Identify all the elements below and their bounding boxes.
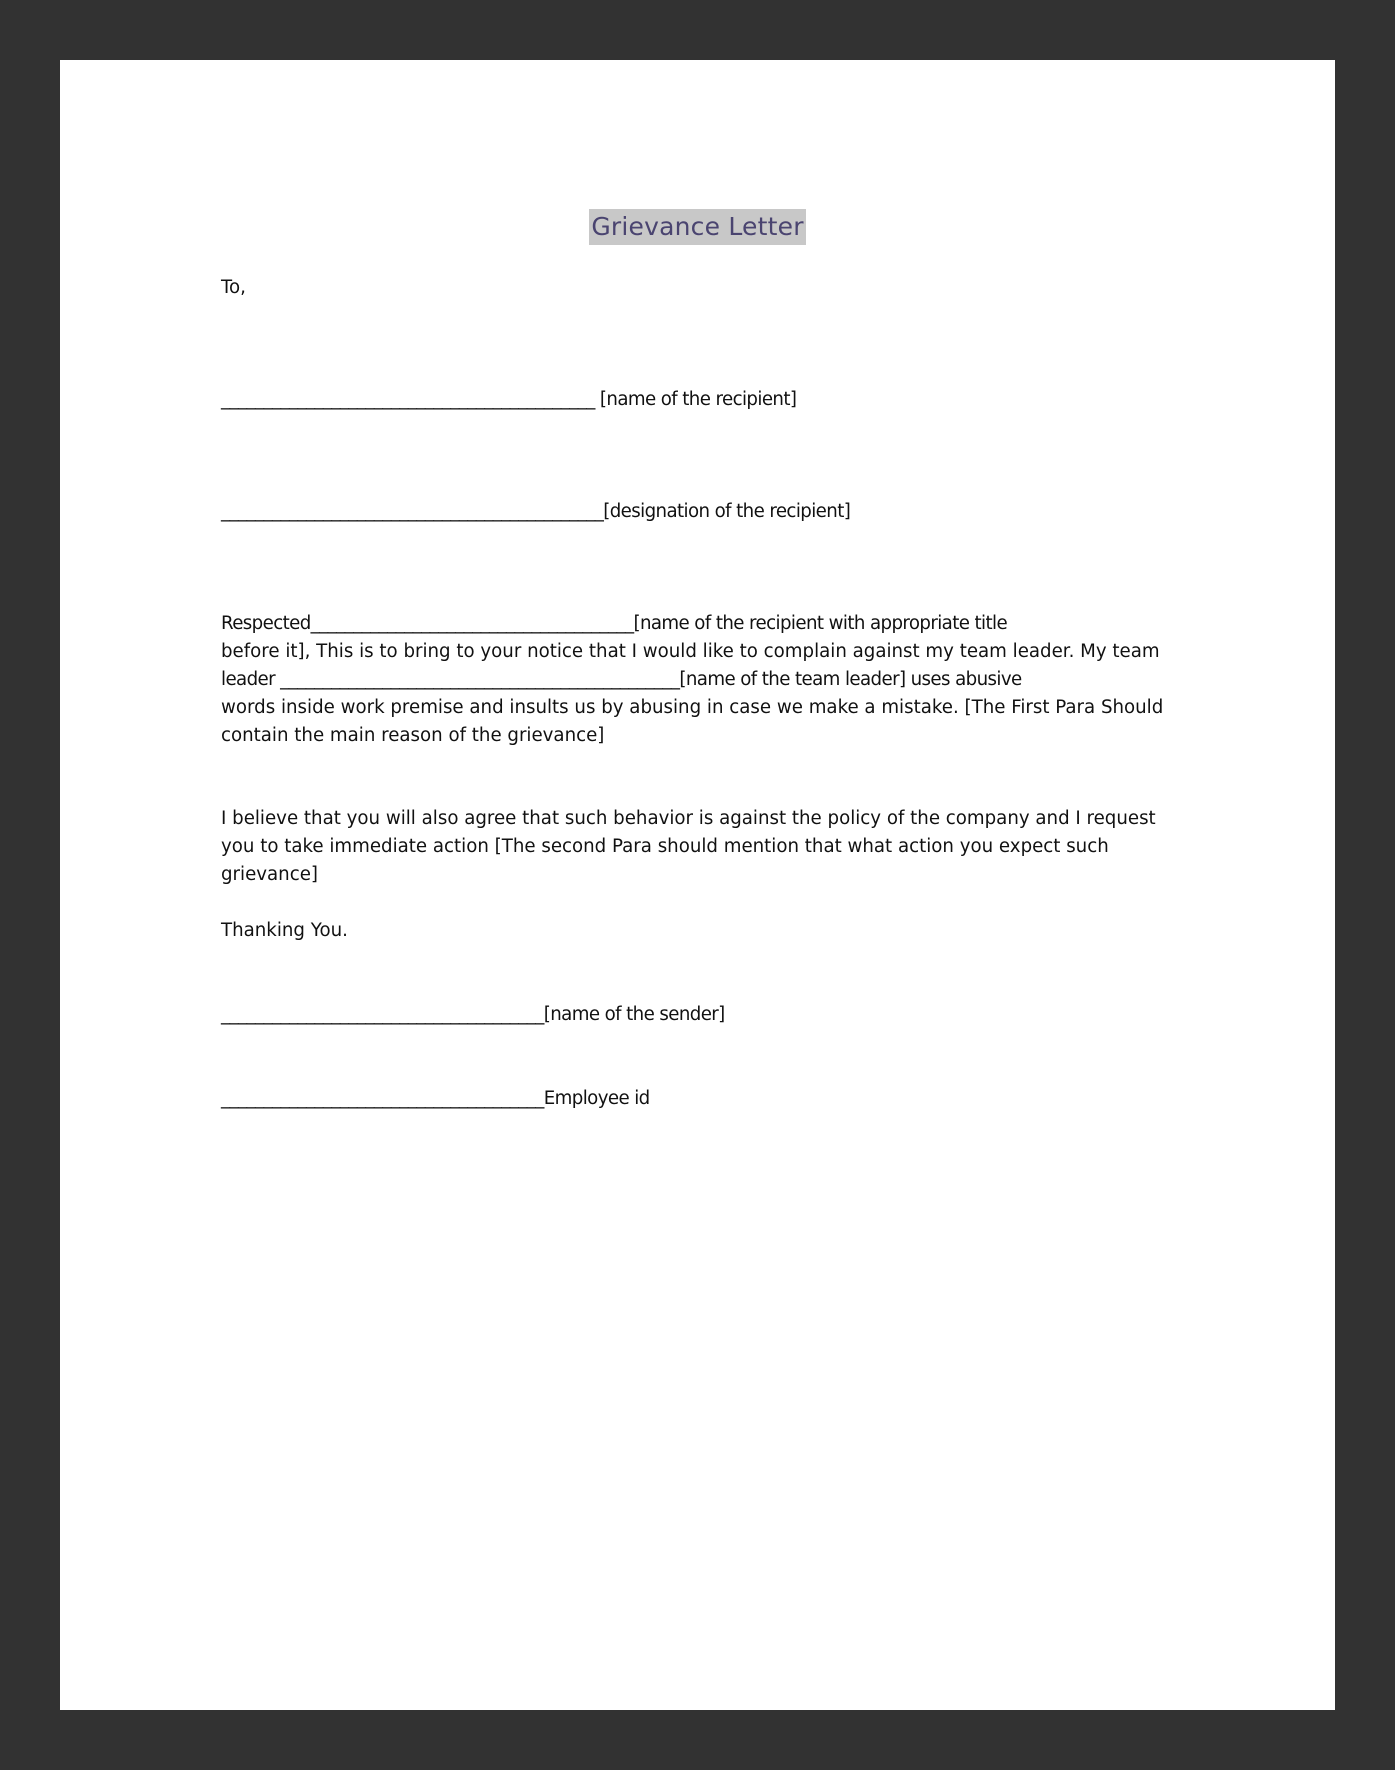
second-paragraph-line: I believe that you will also agree that such behavior is against the policy of the company and I request [221, 808, 1156, 829]
sender-name-line: ______________________________________[name of the sender] [221, 1004, 725, 1025]
first-paragraph-line: leader _______________________________________________[name of the team leader] uses abusive [221, 669, 1022, 690]
second-paragraph-line: you to take immediate action [The second Para should mention that what action you expect such [221, 836, 1109, 857]
second-paragraph-line: grievance] [221, 864, 318, 885]
first-paragraph-line: before it], This is to bring to your notice that I would like to complain against my team leader. My team [221, 641, 1160, 662]
recipient-designation-line: _____________________________________________[designation of the recipient] [221, 501, 851, 522]
employee-id-line: ______________________________________Employee id [221, 1088, 650, 1109]
first-paragraph [221, 610, 1181, 750]
document-page [60, 60, 1335, 1710]
first-paragraph-line: Respected______________________________________[name of the recipient with appropriate title [221, 613, 1008, 634]
recipient-name-line: ____________________________________________ [name of the recipient] [221, 389, 797, 410]
first-paragraph-line: contain the main reason of the grievance] [221, 725, 605, 746]
salutation-to: To, [221, 277, 246, 298]
closing-text: Thanking You. [221, 920, 348, 941]
second-paragraph [221, 805, 1181, 889]
title-container [60, 209, 1335, 245]
first-paragraph-line: words inside work premise and insults us by abusing in case we make a mistake. [The First Para Should [221, 697, 1164, 718]
letter-title: Grievance Letter [589, 209, 805, 245]
